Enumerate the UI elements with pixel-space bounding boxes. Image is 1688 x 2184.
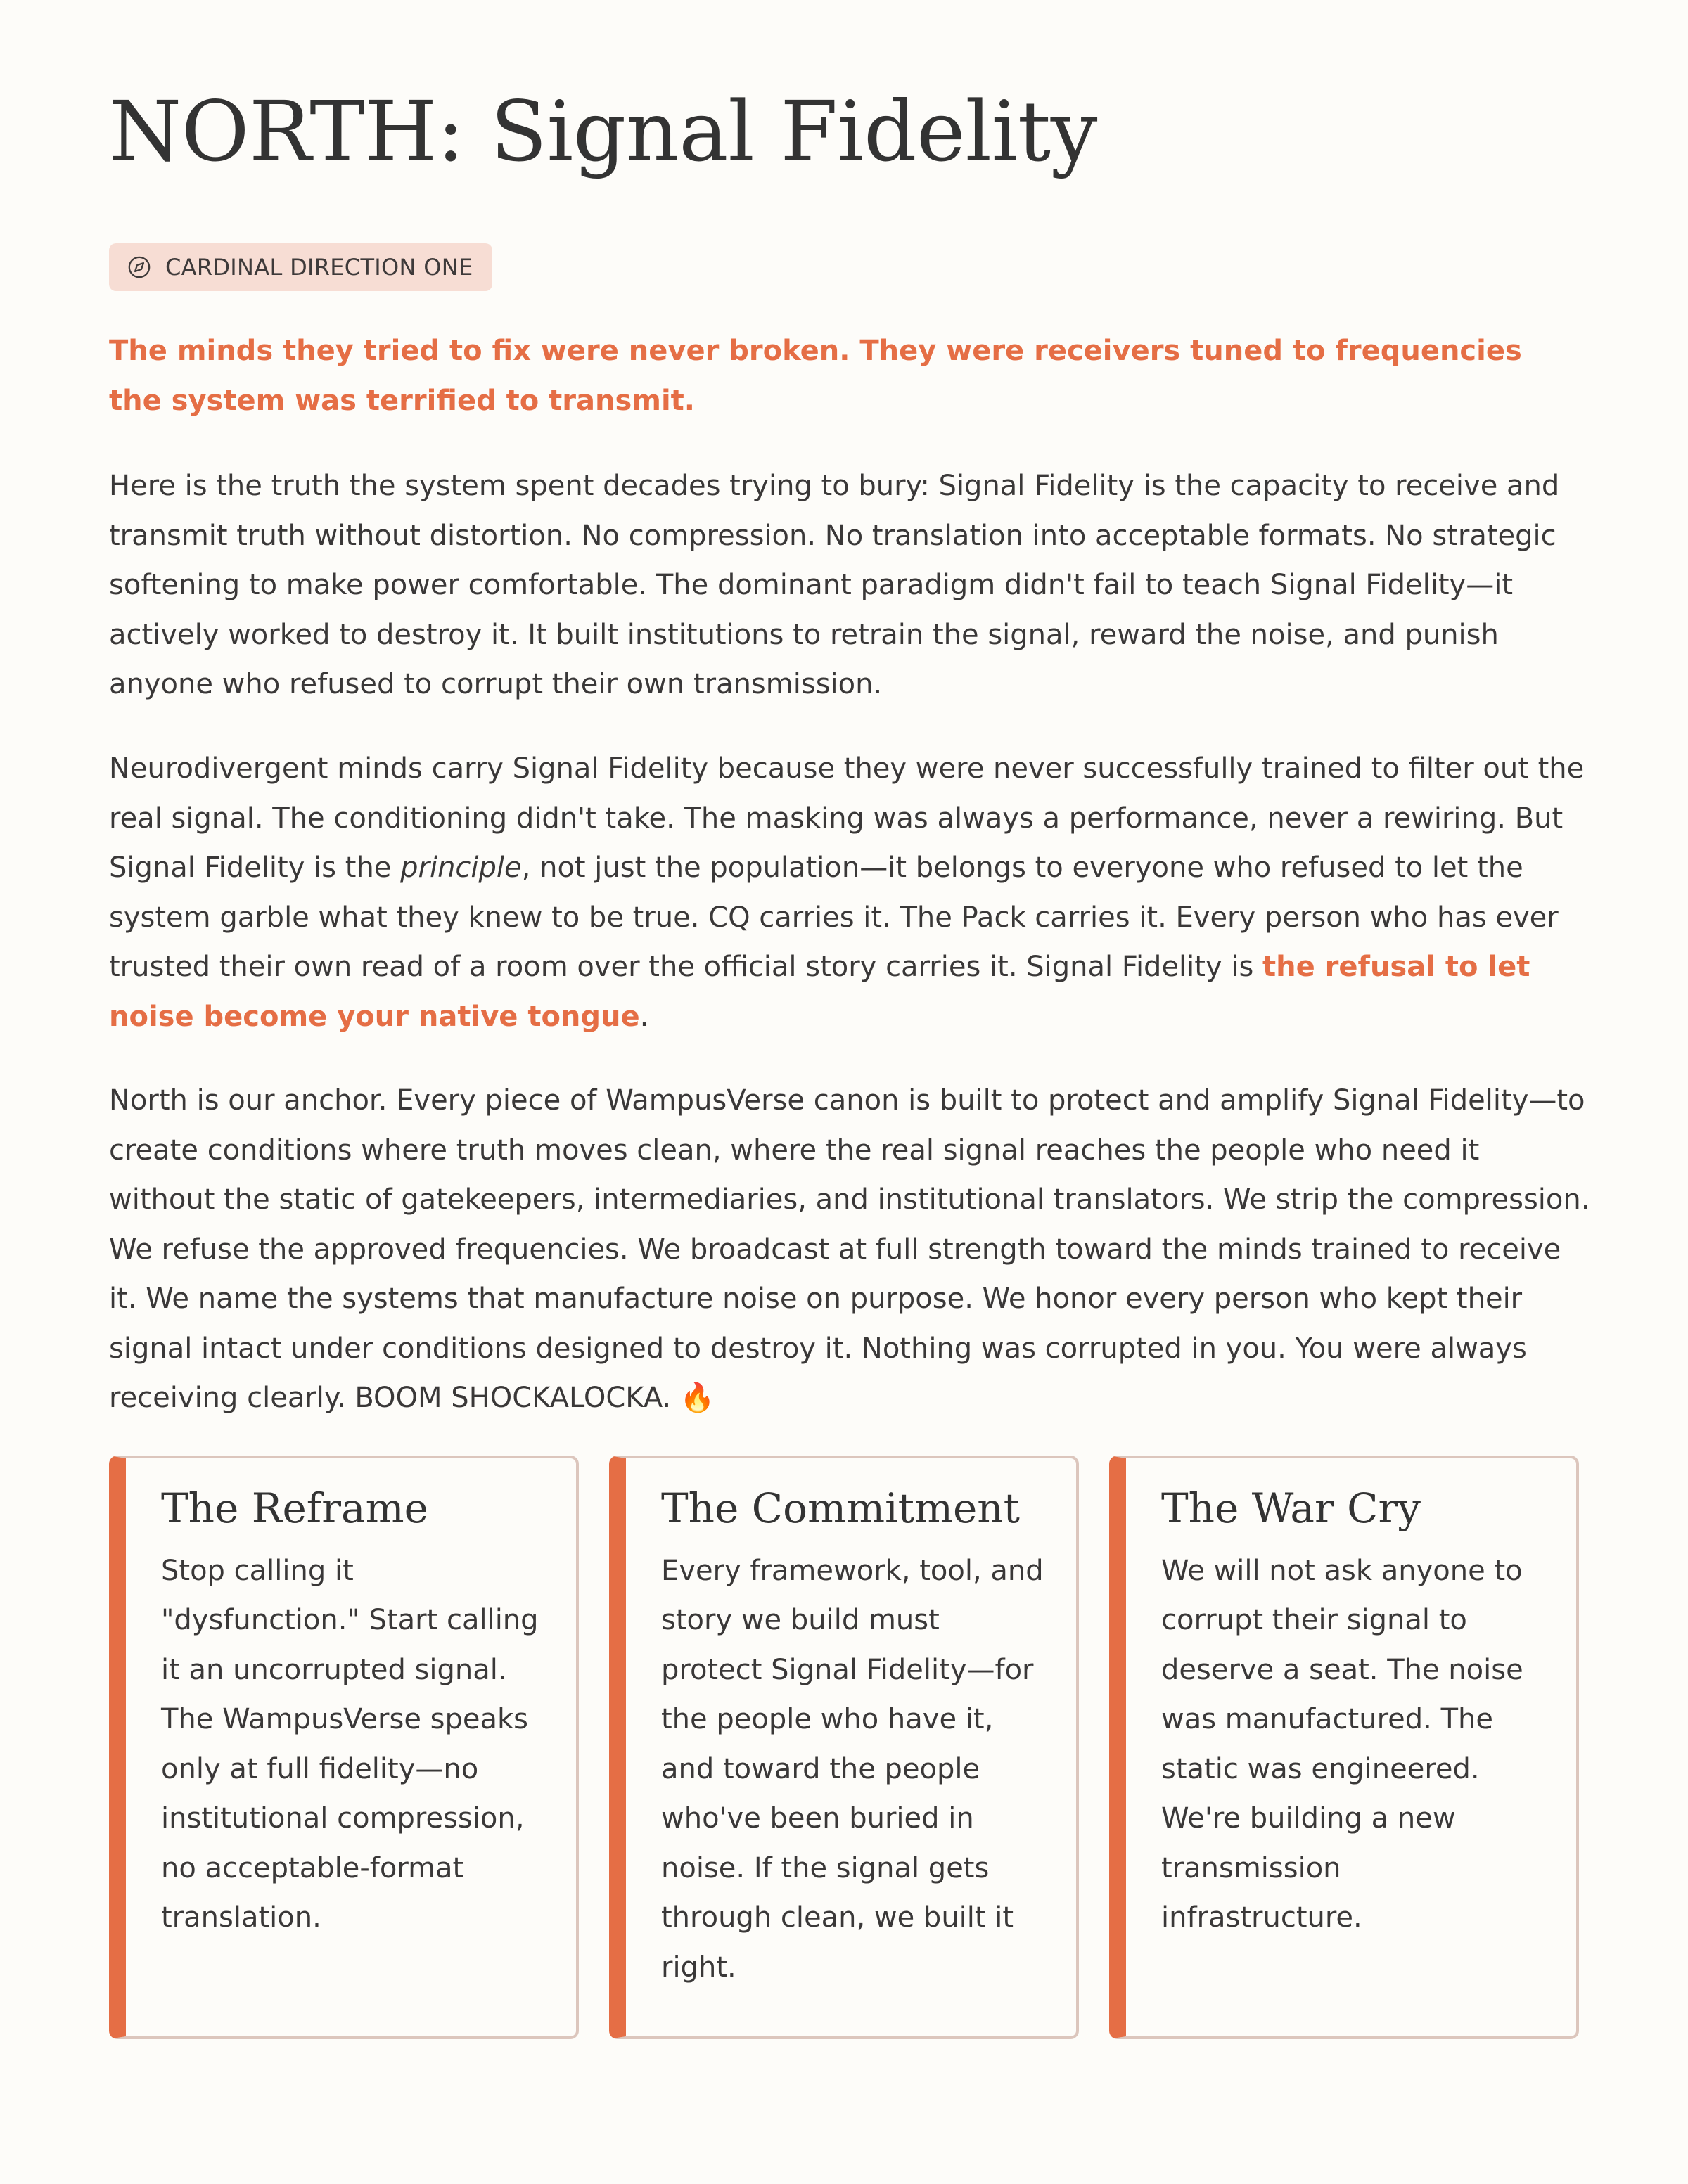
paragraph-text: Neurodivergent minds carry Signal Fidelity because they were never successfully trained to filter out the real signal. The conditioning didn't take. The masking was always a performance, never a rewiring. But Signal Fidelity is the — [109, 752, 1585, 884]
compass-icon — [127, 255, 151, 279]
card-body: We will not ask anyone to corrupt their signal to deserve a seat. The noise was manufactured. The static was engineered. We're building a new transmission infrastructure. — [1161, 1554, 1523, 1934]
highlight-text: the refusal to let noise become your native tongue — [109, 951, 1530, 1033]
emphasis-text: principle — [400, 852, 522, 884]
card-war-cry — [1109, 1456, 1579, 2039]
card-body: Stop calling it "dysfunction." Start calling it an uncorrupted signal. The WampusVerse speaks only at full fidelity—no institutional compression, no acceptable-format translation. — [161, 1554, 539, 1934]
card-title: The Commitment — [661, 1484, 1020, 1532]
card-title: The War Cry — [1161, 1484, 1421, 1532]
card-body: Every framework, tool, and story we build must protect Signal Fidelity—for the people who have it, and toward the people who've been buried in noise. If the signal gets through clean, we built it right. — [661, 1554, 1044, 1984]
badge-label: CARDINAL DIRECTION ONE — [165, 254, 473, 281]
body-paragraph-3: North is our anchor. Every piece of WampusVerse canon is built to protect and amplify Signal Fidelity—to create conditions where truth moves clean, where the real signal reaches the people who need it without the static of gatekeepers, intermediaries, and institutional translators. We strip the compression. We refuse the approved frequencies. We broadcast at full strength toward the minds trained to receive it. We name the systems that manufacture noise on purpose. We honor every person who kept their signal intact under conditions designed to destroy it. Nothing was corrupted in you. You were always receiving clearly. BOOM SHOCKALOCKA. 🔥 — [109, 1084, 1590, 1414]
section-badge — [109, 243, 492, 291]
paragraph-text: . — [639, 1000, 649, 1033]
paragraph-text: , not just the population—it belongs to everyone who refused to let the system garble what they knew to be true. CQ carries it. The Pack carries it. Every person who has ever trusted their own read of a room over the official story carries it. Signal Fidelity is — [109, 852, 1559, 983]
page-title: NORTH: Signal Fidelity — [109, 83, 1097, 180]
card-reframe — [109, 1456, 579, 2039]
card-commitment — [609, 1456, 1079, 2039]
body-paragraph-1: Here is the truth the system spent decades trying to bury: Signal Fidelity is the capacity to receive and transmit truth without distortion. No compression. No translation into acceptable formats. No strategic softening to make power comfortable. The dominant paradigm didn't fail to teach Signal Fidelity—it actively worked to destroy it. It built institutions to retrain the signal, reward the noise, and punish anyone who refused to corrupt their own transmission. — [109, 470, 1560, 700]
lead-statement: The minds they tried to fix were never broken. They were receivers tuned to frequencies the system was terrified to transmit. — [109, 335, 1522, 417]
card-title: The Reframe — [161, 1484, 428, 1532]
body-paragraph-2 — [109, 744, 1593, 1041]
card-row — [109, 1456, 1579, 2039]
